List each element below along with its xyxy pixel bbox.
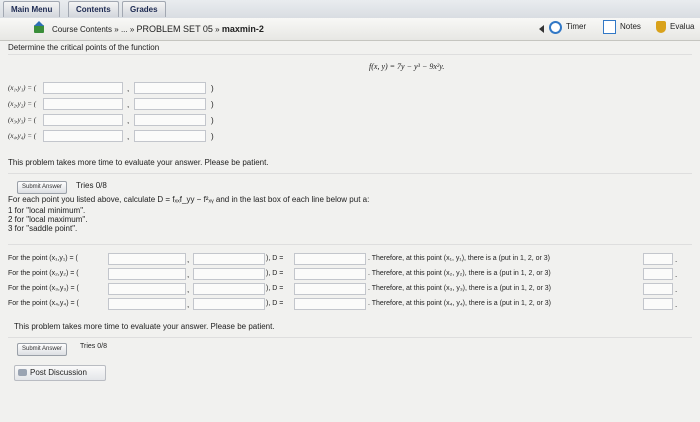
d-label: ), D = — [266, 255, 284, 262]
y3-repeat-input[interactable] — [193, 283, 265, 295]
period: . — [675, 270, 678, 279]
type3-input[interactable] — [643, 283, 673, 295]
d4-input[interactable] — [294, 298, 366, 310]
x1-repeat-input[interactable] — [108, 253, 186, 265]
post-discussion-label[interactable]: Post Discussion — [30, 368, 87, 377]
y2-repeat-input[interactable] — [193, 268, 265, 280]
submit-answer-button-2[interactable]: Submit Answer — [17, 343, 67, 356]
classification-instruction: For each point you listed above, calculate D = fₓₓf_yy − f²ₓᵧ and in the last box of each line below put a: — [8, 195, 370, 204]
breadcrumb-ellipsis[interactable]: ... — [120, 25, 128, 34]
d2-input[interactable] — [294, 268, 366, 280]
breadcrumb-problem-set[interactable]: PROBLEM SET 05 — [136, 24, 213, 34]
post-discussion-button[interactable] — [14, 365, 106, 381]
therefore-text: . Therefore, at this point (x₂, y₂), there is a (put in 1, 2, or 3) — [368, 270, 551, 277]
discussion-icon — [18, 369, 27, 376]
type1-input[interactable] — [643, 253, 673, 265]
breadcrumb — [52, 24, 264, 34]
therefore-text: . Therefore, at this point (x₁, y₁), there is a (put in 1, 2, or 3) — [368, 255, 551, 262]
point-label: (x₃,y₃) = ( — [8, 116, 37, 124]
d-label: ), D = — [266, 300, 284, 307]
y3-input[interactable] — [134, 114, 206, 126]
period: . — [675, 300, 678, 309]
divider — [8, 54, 692, 55]
row-prefix: For the point (x₂,y₂) = ( — [8, 270, 79, 277]
divider — [8, 337, 692, 338]
point-label: (x₁,y₁) = ( — [8, 84, 37, 92]
option-saddle-point: 3 for "saddle point". — [8, 224, 78, 233]
comma: , — [127, 84, 130, 93]
top-nav-bar — [0, 0, 700, 19]
patience-note-2: This problem takes more time to evaluate your answer. Please be patient. — [14, 322, 275, 331]
close-paren: ) — [211, 132, 214, 141]
breadcrumb-separator: » — [129, 25, 135, 34]
back-arrow-icon[interactable] — [539, 25, 544, 33]
y1-input[interactable] — [134, 82, 206, 94]
comma: , — [127, 100, 130, 109]
d-label: ), D = — [266, 270, 284, 277]
x1-input[interactable] — [43, 82, 123, 94]
type2-input[interactable] — [643, 268, 673, 280]
y2-input[interactable] — [134, 98, 206, 110]
submit-answer-button[interactable]: Submit Answer — [17, 181, 67, 194]
d-label: ), D = — [266, 285, 284, 292]
close-paren: ) — [211, 116, 214, 125]
row-prefix: For the point (x₃,y₃) = ( — [8, 285, 79, 292]
type4-input[interactable] — [643, 298, 673, 310]
notes-label[interactable]: Notes — [620, 22, 641, 31]
x4-repeat-input[interactable] — [108, 298, 186, 310]
comma: , — [187, 270, 190, 279]
row-prefix: For the point (x₄,y₄) = ( — [8, 300, 79, 307]
evaluate-icon[interactable] — [656, 21, 666, 33]
course-roof-icon — [34, 21, 44, 26]
period: . — [675, 255, 678, 264]
close-paren: ) — [211, 100, 214, 109]
tab-contents[interactable]: Contents — [68, 1, 119, 17]
tries-count: Tries 0/8 — [76, 181, 107, 190]
x2-repeat-input[interactable] — [108, 268, 186, 280]
function-formula: f(x, y) = 7y − y³ − 9x²y. — [369, 62, 445, 71]
y4-repeat-input[interactable] — [193, 298, 265, 310]
y1-repeat-input[interactable] — [193, 253, 265, 265]
therefore-text: . Therefore, at this point (x₃, y₃), there is a (put in 1, 2, or 3) — [368, 285, 551, 292]
timer-icon[interactable] — [549, 21, 562, 34]
breadcrumb-bar — [0, 18, 700, 41]
breadcrumb-separator: » — [215, 25, 220, 34]
timer-label[interactable]: Timer — [566, 22, 587, 31]
tab-main-menu[interactable]: Main Menu — [3, 1, 60, 17]
x2-input[interactable] — [43, 98, 123, 110]
comma: , — [187, 255, 190, 264]
option-local-maximum: 2 for "local maximum". — [8, 215, 88, 224]
x4-input[interactable] — [43, 130, 123, 142]
breadcrumb-course-contents[interactable]: Course Contents — [52, 25, 113, 34]
y4-input[interactable] — [134, 130, 206, 142]
therefore-text: . Therefore, at this point (x₄, y₄), there is a (put in 1, 2, or 3) — [368, 300, 551, 307]
d3-input[interactable] — [294, 283, 366, 295]
close-paren: ) — [211, 84, 214, 93]
row-prefix: For the point (x₁,y₁) = ( — [8, 255, 78, 262]
period: . — [675, 285, 678, 294]
evaluate-label[interactable]: Evalua — [670, 22, 695, 31]
breadcrumb-separator: » — [114, 25, 119, 34]
tries-count-2: Tries 0/8 — [80, 343, 107, 350]
d1-input[interactable] — [294, 253, 366, 265]
notes-icon[interactable] — [603, 20, 616, 34]
comma: , — [127, 116, 130, 125]
comma: , — [127, 132, 130, 141]
x3-repeat-input[interactable] — [108, 283, 186, 295]
divider — [8, 173, 692, 174]
point-label: (x₄,y₄) = ( — [8, 132, 37, 140]
x3-input[interactable] — [43, 114, 123, 126]
point-label: (x₂,y₂) = ( — [8, 100, 37, 108]
option-local-minimum: 1 for "local minimum". — [8, 206, 86, 215]
problem-prompt: Determine the critical points of the function — [8, 43, 160, 52]
comma: , — [187, 300, 190, 309]
course-home-icon[interactable] — [34, 25, 44, 33]
comma: , — [187, 285, 190, 294]
patience-note: This problem takes more time to evaluate your answer. Please be patient. — [8, 158, 269, 167]
breadcrumb-current-problem: maxmin-2 — [221, 24, 264, 34]
divider — [8, 244, 692, 245]
tab-grades[interactable]: Grades — [122, 1, 166, 17]
